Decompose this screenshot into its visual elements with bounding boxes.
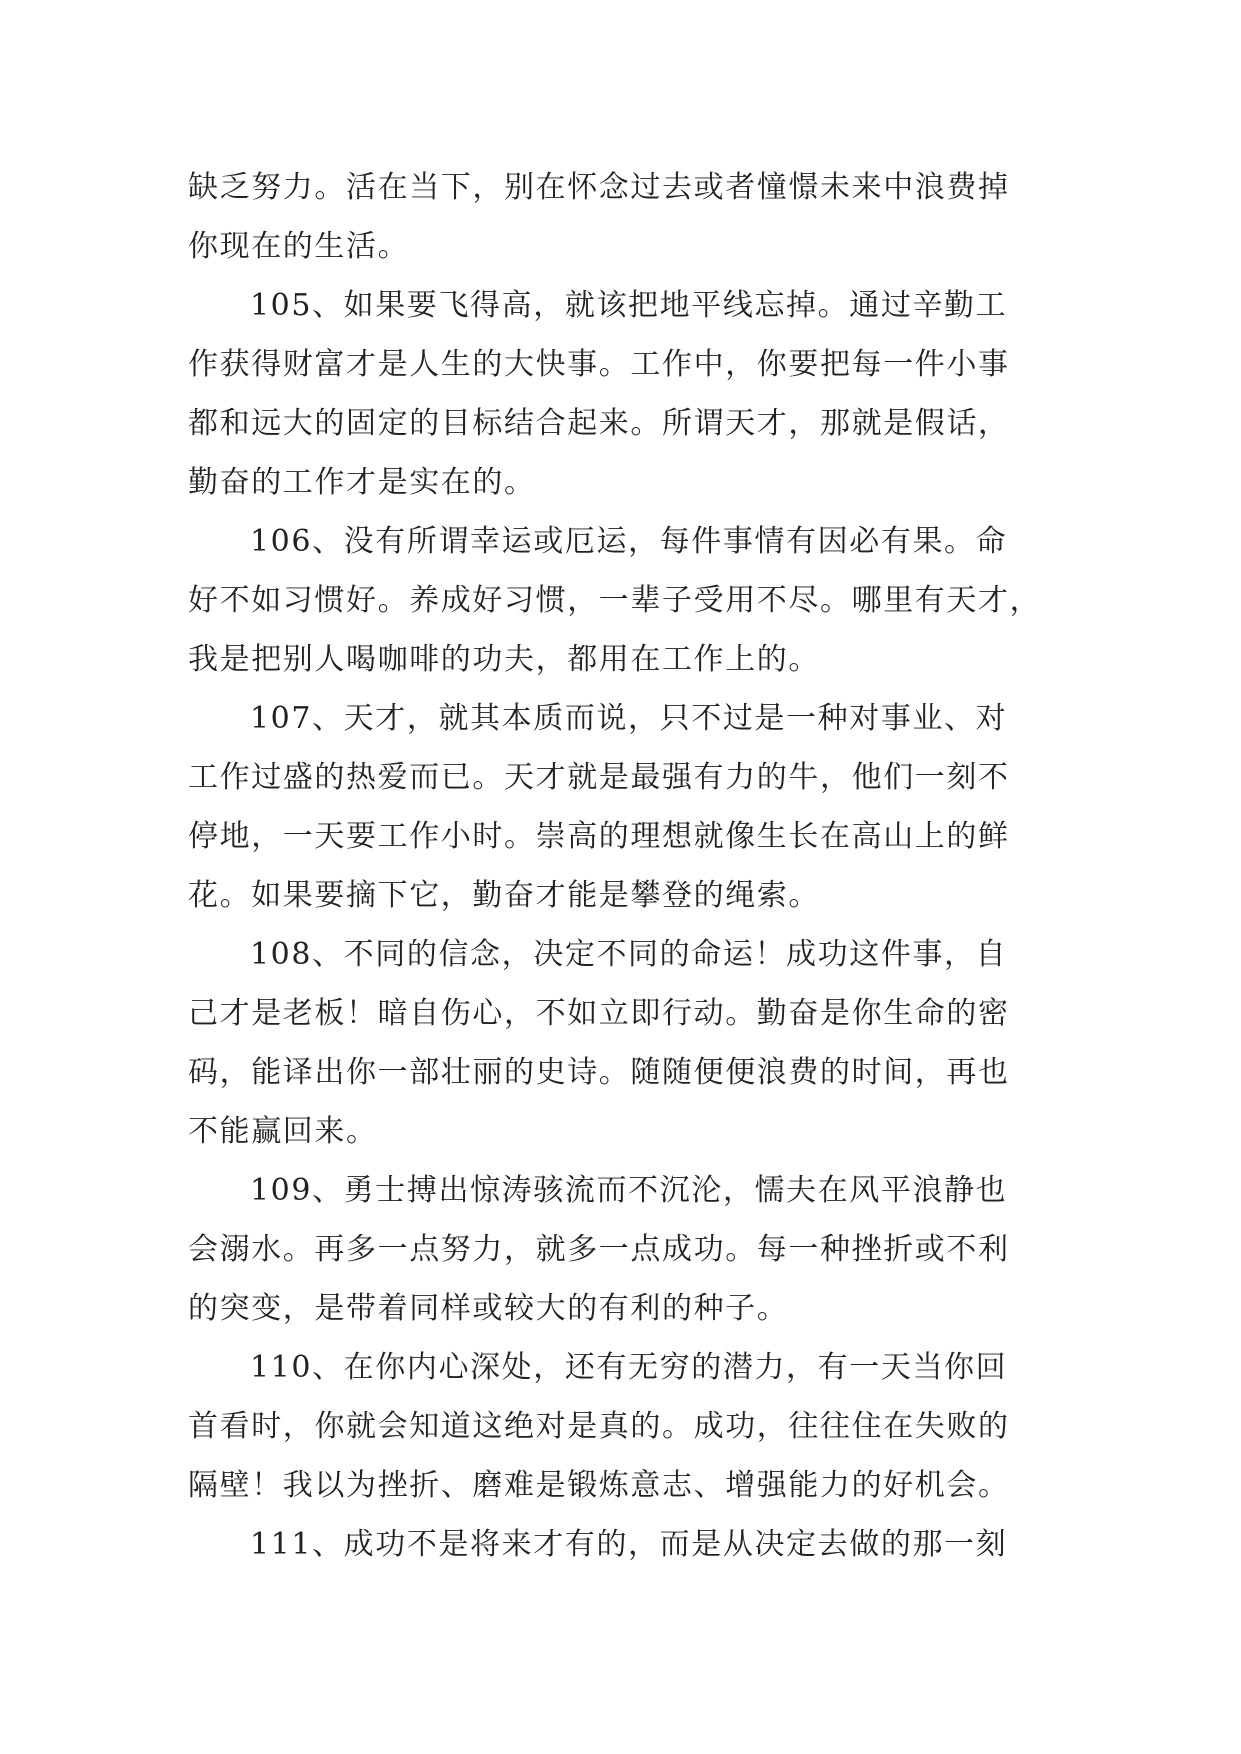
paragraph-105 [188, 276, 1054, 512]
text-line: 108、不同的信念，决定不同的命运！成功这件事，自 [250, 937, 1008, 972]
text-line: 缺乏努力。活在当下，别在怀念过去或者憧憬未来中浪费掉 [188, 170, 1010, 205]
text-line: 的突变，是带着同样或较大的有利的种子。 [188, 1291, 789, 1326]
text-line: 作获得财富才是人生的大快事。工作中，你要把每一件小事 [188, 347, 1010, 382]
text-line: 会溺水。再多一点努力，就多一点成功。每一种挫折或不利 [188, 1232, 1010, 1267]
paragraph-110 [188, 1338, 1054, 1515]
text-line: 我是把别人喝咖啡的功夫，都用在工作上的。 [188, 642, 820, 677]
paragraph-107 [188, 689, 1054, 925]
text-line: 好不如习惯好。养成好习惯，一辈子受用不尽。哪里有天才， [188, 583, 1042, 618]
text-line: 109、勇士搏出惊涛骇流而不沉沦，懦夫在风平浪静也 [250, 1173, 1008, 1208]
text-line: 工作过盛的热爱而已。天才就是最强有力的牛，他们一刻不 [188, 760, 1010, 795]
text-line: 花。如果要摘下它，勤奋才能是攀登的绳索。 [188, 878, 820, 913]
text-line: 110、在你内心深处，还有无穷的潜力，有一天当你回 [250, 1350, 1008, 1385]
text-line: 106、没有所谓幸运或厄运，每件事情有因必有果。命 [250, 524, 1008, 559]
text-line: 都和远大的固定的目标结合起来。所谓天才，那就是假话， [188, 406, 1010, 441]
text-line: 111、成功不是将来才有的，而是从决定去做的那一刻 [250, 1527, 1008, 1562]
text-line: 首看时，你就会知道这绝对是真的。成功，往往住在失败的 [188, 1409, 1010, 1444]
text-line: 107、天才，就其本质而说，只不过是一种对事业、对 [250, 701, 1008, 736]
paragraph-106 [188, 512, 1054, 689]
paragraph-109 [188, 1161, 1054, 1338]
paragraph-continuation [188, 158, 1054, 276]
paragraph-108 [188, 925, 1054, 1161]
text-line: 105、如果要飞得高，就该把地平线忘掉。通过辛勤工 [250, 288, 1008, 323]
text-line: 隔壁！我以为挫折、磨难是锻炼意志、增强能力的好机会。 [188, 1468, 1010, 1503]
text-line: 停地，一天要工作小时。崇高的理想就像生长在高山上的鲜 [188, 819, 1010, 854]
text-line: 勤奋的工作才是实在的。 [188, 465, 536, 500]
text-line: 己才是老板！暗自伤心，不如立即行动。勤奋是你生命的密 [188, 996, 1010, 1031]
text-line: 码，能译出你一部壮丽的史诗。随随便便浪费的时间，再也 [188, 1055, 1010, 1090]
text-line: 你现在的生活。 [188, 229, 410, 264]
document-page [188, 158, 1054, 1574]
text-line: 不能赢回来。 [188, 1114, 378, 1149]
paragraph-111 [188, 1515, 1054, 1574]
